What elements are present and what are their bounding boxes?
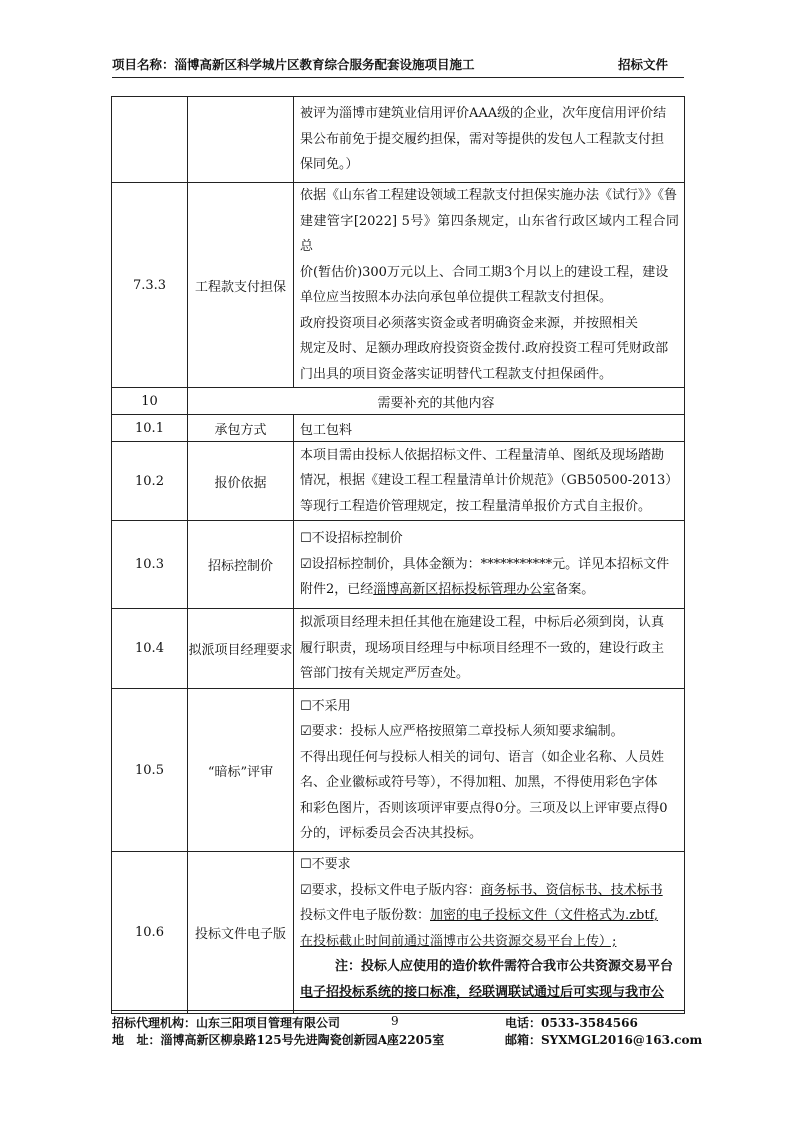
clause-content: 依据《山东省工程建设领域工程款支付担保实施办法《试行》》《鲁 建建管字[2022] 5号》第四条规定，山东省行政区域内工程合同总 价(暂估价)300万元以上、合同工期3个月以上的建设工程，建设 单位应当按照本办法向承包单位提供工程款支付担保。 政府投资项目必须落实资金或者明确资金来源，并按照相关 规定及时、足额办理政府投资资金拨付.政府投资工程可凭财政部 门出具的项目资金落实证明替代工程款支付担保函件。 — [294, 183, 685, 388]
footer-phone: 电话：0533-3584566 — [505, 1016, 638, 1030]
clause-item: 投标文件电子版 — [188, 852, 294, 1014]
filing-office: 淄博高新区招标投标管理办公室 — [373, 582, 556, 598]
table-row — [112, 609, 685, 689]
page-number: 9 — [391, 1014, 399, 1028]
footer-agency: 招标代理机构：山东三阳项目管理有限公司 — [112, 1016, 341, 1030]
clause-item: 招标控制价 — [188, 521, 294, 609]
checkbox-unchecked-icon: ☐ — [300, 698, 312, 714]
continued-text: 被评为淄博市建筑业信用评价AAA级的企业，次年度信用评价结 果公布前免于提交履约担保，需对等提供的发包人工程款支付担 保同免。） — [294, 97, 685, 183]
document-type: 招标文件 — [617, 57, 668, 72]
table-row — [112, 852, 685, 1014]
footer-email: 邮箱：SYXMGL2016@163.com — [505, 1033, 703, 1047]
section-number: 10 — [112, 388, 188, 415]
table-row — [112, 415, 685, 442]
footer-address: 地 址：淄博高新区柳泉路125号先进陶瓷创新园A座2205室 — [112, 1033, 445, 1047]
checkbox-checked-icon: ☑ — [300, 556, 312, 572]
table-row — [112, 689, 685, 852]
table-row — [112, 97, 685, 183]
header-rule — [112, 77, 684, 78]
checkbox-checked-icon: ☑ — [300, 724, 312, 739]
table-row — [112, 521, 685, 609]
clause-content: ☐不采用 ☑要求：投标人应严格按照第二章投标人须知要求编制。 不得出现任何与投标人相关的词句、语言（如企业名称、人员姓 名、企业徽标或符号等），不得加粗、加黑，不得使用彩色字体 和彩色图片，否则该项评审要点得0分。三项及以上评审要点得0 分的，评标委员会否决其投标。 — [294, 689, 685, 852]
checkbox-unchecked-icon: ☐ — [300, 531, 312, 547]
clause-number: 7.3.3 — [112, 183, 188, 388]
clause-item: 承包方式 — [188, 415, 294, 442]
table-row — [112, 442, 685, 521]
clause-number: 10.1 — [112, 415, 188, 442]
clause-content: ☐不设招标控制价 ☑设招标控制价，具体金额为：***********元。详见本招标文件 附件2，已经淄博高新区招标投标管理办公室备案。 — [294, 521, 685, 609]
clause-item: 工程款支付担保 — [188, 183, 294, 388]
clause-item: “暗标”评审 — [188, 689, 294, 852]
clause-content: ☐不要求 ☑要求，投标文件电子版内容：商务标书、资信标书、技术标书 投标文件电子版份数：加密的电子投标文件（文件格式为.zbtf, 在投标截止时间前通过淄博市公共资源交易平台上传）; 注：投标人应使用的造价软件需符合我市公共资源交易平台 电子招投标系统的接口标准，经联调联试通过后可实现与我市公 — [294, 852, 685, 1014]
clause-item: 拟派项目经理要求 — [188, 609, 294, 689]
clause-number: 10.6 — [112, 852, 188, 1014]
clause-content: 包工包料 — [294, 415, 685, 442]
table-row — [112, 183, 685, 388]
checkbox-unchecked-icon: ☐ — [300, 857, 312, 872]
clause-number: 10.4 — [112, 609, 188, 689]
clause-table — [111, 96, 685, 1014]
table-row — [112, 388, 685, 415]
note: 注：投标人应使用的造价软件需符合我市公共资源交易平台 — [335, 959, 674, 974]
clause-number: 10.5 — [112, 689, 188, 852]
clause-number: 10.2 — [112, 442, 188, 521]
section-title: 需要补充的其他内容 — [188, 388, 685, 415]
clause-item: 报价依据 — [188, 442, 294, 521]
checkbox-checked-icon: ☑ — [300, 882, 312, 898]
clause-content: 拟派项目经理未担任其他在施建设工程，中标后必须到岗，认真 履行职责，现场项目经理与中标项目经理不一致的，建设行政主 管部门按有关规定严厉查处。 — [294, 609, 685, 689]
clause-number: 10.3 — [112, 521, 188, 609]
clause-content: 本项目需由投标人依据招标文件、工程量清单、图纸及现场踏勘 情况，根据《建设工程工程量清单计价规范》（GB50500-2013） 等现行工程造价管理规定，按工程量清单报价方式自主报价。 — [294, 442, 685, 521]
option-control-price: ☑设招标控制价，具体金额为：***********元。详见本招标文件 — [300, 556, 670, 572]
project-name: 项目名称：淄博高新区科学城片区教育综合服务配套设施项目施工 — [112, 57, 475, 72]
option-no-control-price: ☐不设招标控制价 — [300, 531, 403, 547]
footer-rule — [112, 1010, 684, 1011]
page-header — [112, 55, 682, 73]
